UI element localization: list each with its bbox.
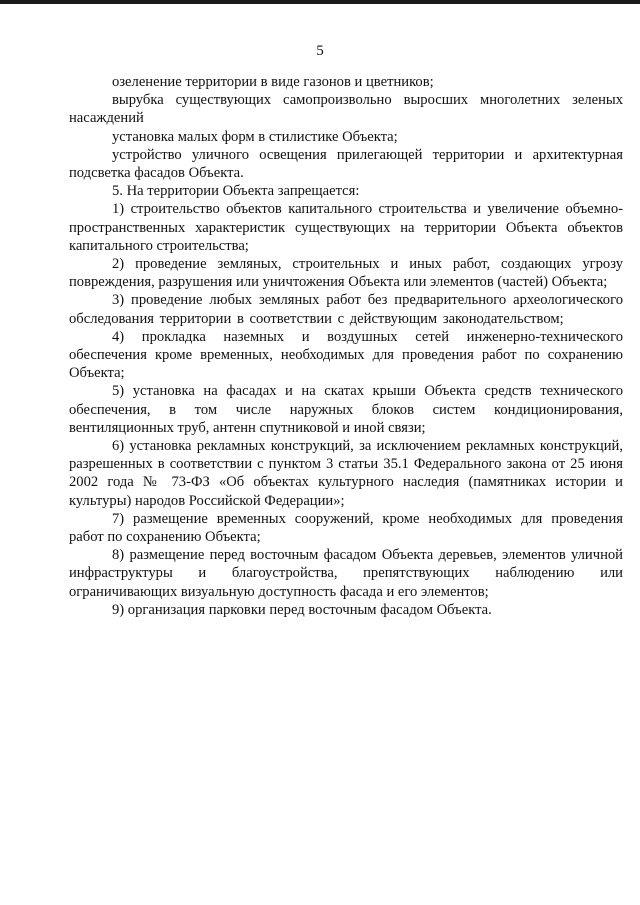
prohibited-item-1: 1) строительство объектов капитального строительства и увеличение объемно-пространственных характеристик существующих на территории Объекта объектов капитального строительства; [69,201,623,254]
prohibited-item-9: 9) организация парковки перед восточным фасадом Объекта. [112,601,492,618]
paragraph-small-forms: установка малых форм в стилистике Объекта; [112,128,398,145]
paragraph-street-lighting: устройство уличного освещения прилегающей территории и архитектурная подсветка фасадов Объекта. [69,146,623,182]
paragraph-landscaping: озеленение территории в виде газонов и цветников; [112,74,434,90]
prohibited-item-8: 8) размещение перед восточным фасадом Объекта деревьев, элементов уличной инфраструктуры и благоустройства, препятствующих наблюдению или ограничивающих визуальную доступность фасада и его элементов; [69,547,623,600]
prohibited-item-6: 6) установка рекламных конструкций, за исключением рекламных конструкций, разрешенных в соответствии с пунктом 3 статьи 35.1 Федерального закона от 25 июня 2002 года № 73-ФЗ «Об объектах культурного наследия (памятниках истории и культуры) народов Российской Федерации»; [69,438,623,509]
prohibited-item-3: 3) проведение любых земляных работ без предварительного археологического обследования территории в соответствии с действующим законодательством; [69,292,623,327]
prohibited-item-4: 4) прокладка наземных и воздушных сетей инженерно-технического обеспечения кроме временных, необходимых для проведения работ по сохранению Объекта; [69,328,623,382]
prohibited-item-5: 5) установка на фасадах и на скатах крыши Объекта средств технического обеспечения, в том числе наружных блоков систем кондиционирования, вентиляционных труб, антенн спутниковой и иной связи; [69,383,623,436]
section-heading-prohibited: 5. На территории Объекта запрещается: [112,183,360,200]
document-body [69,73,623,619]
paragraph-tree-removal: вырубка существующих самопроизвольно выросших многолетних зеленых насаждений [69,92,623,127]
page-number: 5 [316,43,324,59]
prohibited-item-7: 7) размещение временных сооружений, кроме необходимых для проведения работ по сохранению Объекта; [69,510,623,546]
prohibited-item-2: 2) проведение земляных, строительных и иных работ, создающих угрозу повреждения, разрушения или уничтожения Объекта или элементов (частей) Объекта; [69,256,623,291]
